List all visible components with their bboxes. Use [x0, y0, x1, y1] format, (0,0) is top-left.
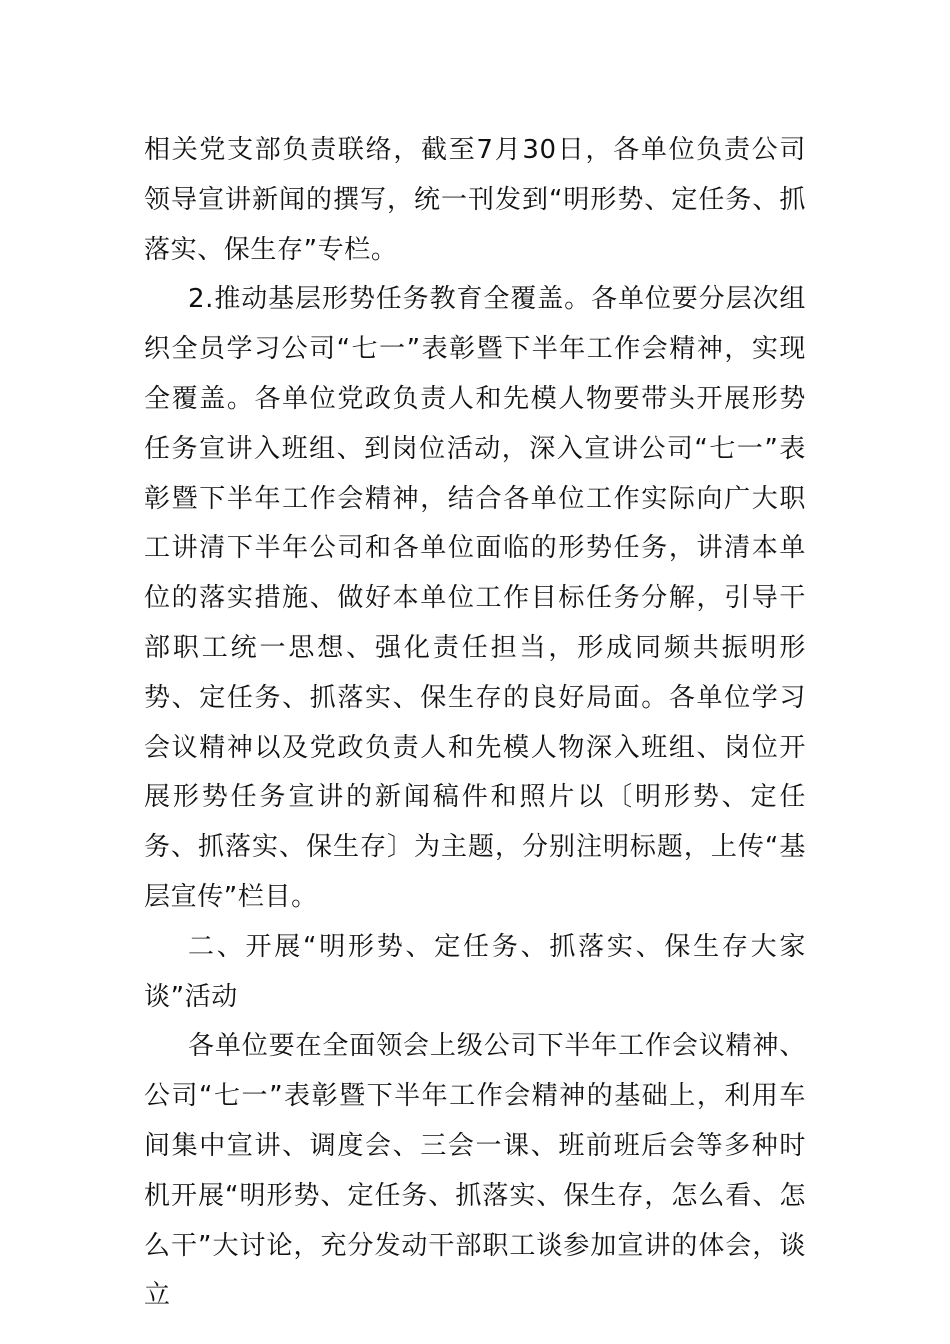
paragraph-item-2: 2.推动基层形势任务教育全覆盖。各单位要分层次组织全员学习公司“七一”表彰暨下半年工作会精神，实现全覆盖。各单位党政负责人和先模人物要带头开展形势任务宣讲入班组、到岗位活动，深入宣讲公司“七一”表彰暨下半年工作会精神，结合各单位工作实际向广大职工讲清下半年公司和各单位面临的形势任务，讲清本单位的落实措施、做好本单位工作目标任务分解，引导干部职工统一思想、强化责任担当，形成同频共振明形势、定任务、抓落实、保生存的良好局面。各单位学习会议精神以及党政负责人和先模人物深入班组、岗位开展形势任务宣讲的新闻稿件和照片以〔明形势、定任务、抓落实、保生存〕为主题，分别注明标题，上传“基层宣传”栏目。 — [144, 284, 806, 912]
document-body — [144, 126, 806, 1321]
paragraph-continuation: 相关党支部负责联络，截至7月30日，各单位负责公司领导宣讲新闻的撰写，统一刊发到“明形势、定任务、抓落实、保生存”专栏。 — [144, 135, 806, 265]
section-heading-2: 二、开展“明形势、定任务、抓落实、保生存大家谈”活动 — [144, 931, 806, 1012]
paragraph-section-2-body: 各单位要在全面领会上级公司下半年工作会议精神、公司“七一”表彰暨下半年工作会精神的基础上，利用车间集中宣讲、调度会、三会一课、班前班后会等多种时机开展“明形势、定任务、抓落实、保生存，怎么看、怎么干”大讨论，充分发动干部职工谈参加宣讲的体会，谈立 — [144, 1031, 806, 1311]
